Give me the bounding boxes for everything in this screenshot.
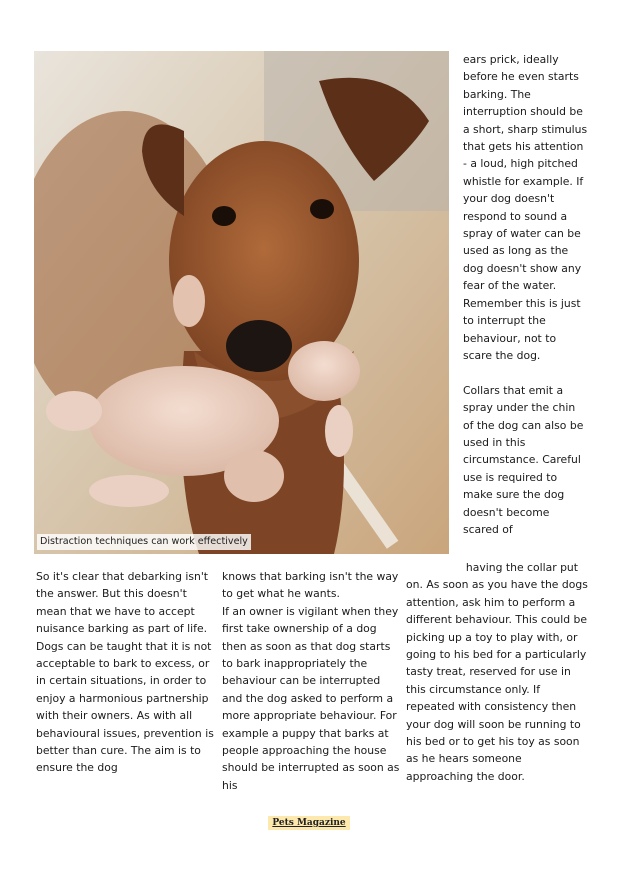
column-3-paragraph: on. As soon as you have the dogs attention, ask him to perform a different behaviour. This could be picking up a toy to play with, or going to his bed for a particularly tasty treat, reserved for use in this circumstance only. If repeated with consistency then your dog will soon be running to his bed or to get his toy as soon as he hears someone approaching the door. [406, 578, 588, 783]
right-column-paragraph-1: ears prick, ideally before he even starts barking. The interruption should be a short, sharp stimulus that gets his attention - a loud, high pitched whistle for example. If your dog doesn't respond to sound a spray of water can be used as long as the dog doesn't show any fear of the water. Remember this is just to interrupt the behaviour, not to scare the dog. [463, 53, 588, 362]
column-2-opening-line: knows that barking isn't the way to get what he wants. [222, 570, 399, 601]
article-photo [34, 51, 449, 554]
photo-caption: Distraction techniques can work effectively [37, 534, 251, 550]
right-column-text [463, 51, 588, 538]
terrier-with-toy-image [34, 51, 449, 554]
column-1-paragraph: So it's clear that debarking isn't the answer. But this doesn't mean that we have to accept nuisance barking as part of life. Dogs can be taught that it is not acceptable to bark to excess, or in certain situations, in order to enjoy a harmonious partnership with their owners. As with all behavioural issues, prevention is better than cure. The aim is to ensure the dog [36, 570, 214, 775]
column-3-continuation-line: having the collar put [465, 561, 578, 574]
article-column-1 [36, 568, 219, 777]
column-2-paragraph: If an owner is vigilant when they first take ownership of a dog then as soon as that dog starts to bark inappropriately the behaviour can be interrupted and the dog asked to perform a more appropriate behaviour. For example a puppy that barks at people approaching the house should be interrupted as soon as his [222, 604, 400, 792]
article-column-3 [406, 559, 588, 785]
article-column-2 [222, 568, 400, 794]
right-column-paragraph-2: Collars that emit a spray under the chin of the dog can also be used in this circumstance. Careful use is required to make sure the dog doesn't become scared of [463, 383, 584, 536]
footer-publication-name: Pets Magazine [268, 816, 350, 830]
